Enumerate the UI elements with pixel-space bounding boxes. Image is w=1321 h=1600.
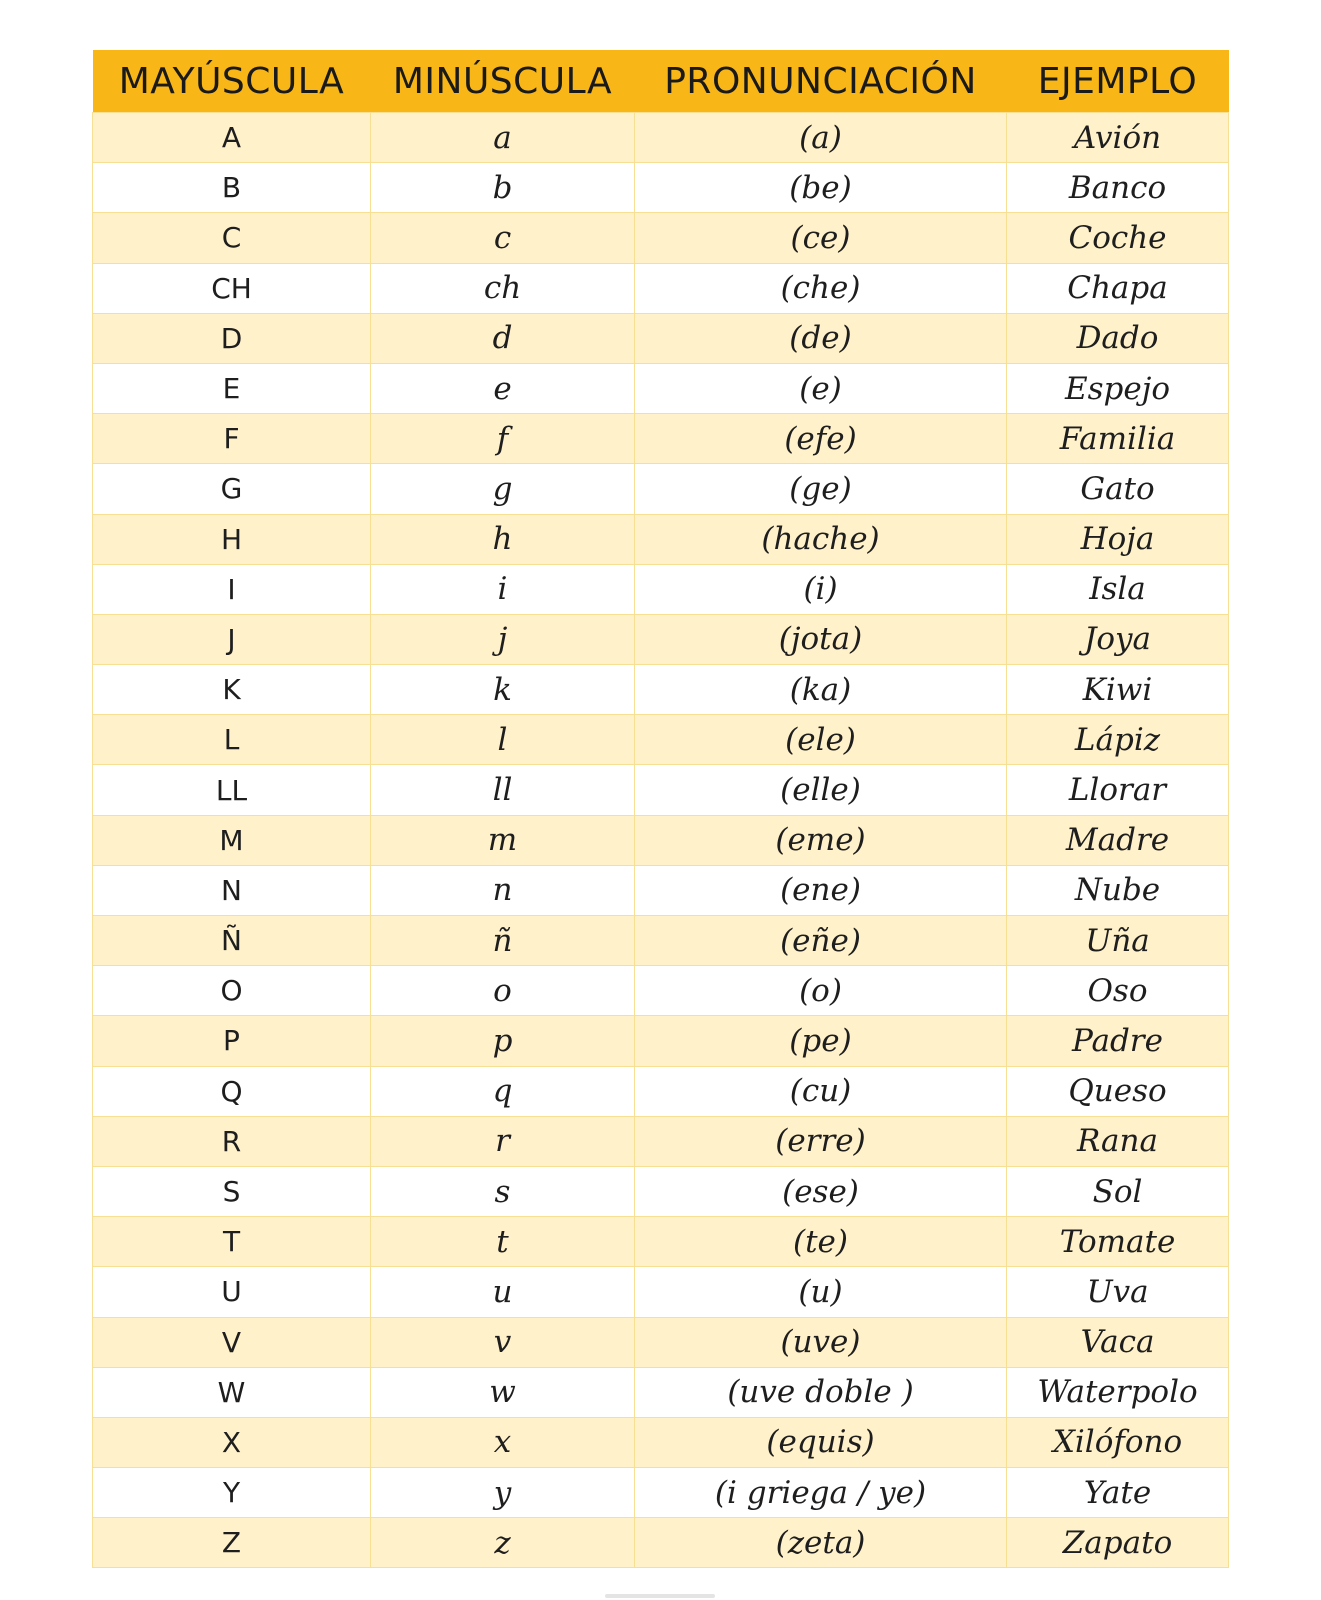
lowercase-cell: m [371,815,635,865]
pronunciation-cell: (pe) [635,1016,1007,1066]
pronunciation-cell: (eme) [635,815,1007,865]
lowercase-cell: z [371,1518,635,1568]
pronunciation-cell: (efe) [635,414,1007,464]
table-row [93,464,1229,514]
example-cell: Llorar [1007,765,1229,815]
table-row [93,113,1229,163]
example-cell: Familia [1007,414,1229,464]
lowercase-cell: n [371,865,635,915]
uppercase-cell: J [93,614,371,664]
example-cell: Zapato [1007,1518,1229,1568]
example-cell: Vaca [1007,1317,1229,1367]
pronunciation-cell: (o) [635,966,1007,1016]
example-cell: Espejo [1007,363,1229,413]
pronunciation-cell: (cu) [635,1066,1007,1116]
table-row [93,1016,1229,1066]
pronunciation-cell: (zeta) [635,1518,1007,1568]
pronunciation-cell: (be) [635,163,1007,213]
pronunciation-cell: (elle) [635,765,1007,815]
uppercase-cell: R [93,1116,371,1166]
table-row [93,1367,1229,1417]
pronunciation-cell: (e) [635,363,1007,413]
lowercase-cell: k [371,665,635,715]
lowercase-cell: s [371,1166,635,1216]
lowercase-cell: ñ [371,916,635,966]
example-cell: Avión [1007,113,1229,163]
example-cell: Coche [1007,213,1229,263]
table-row [93,313,1229,363]
table-row [93,1518,1229,1568]
table-row [93,514,1229,564]
table-row [93,765,1229,815]
table-row [93,263,1229,313]
header-uppercase: MAYÚSCULA [93,50,371,113]
pronunciation-cell: (ele) [635,715,1007,765]
example-cell: Nube [1007,865,1229,915]
pronunciation-cell: (ce) [635,213,1007,263]
lowercase-cell: j [371,614,635,664]
pronunciation-cell: (uve doble ) [635,1367,1007,1417]
table-row [93,1417,1229,1467]
example-cell: Dado [1007,313,1229,363]
pronunciation-cell: (ge) [635,464,1007,514]
lowercase-cell: p [371,1016,635,1066]
example-cell: Yate [1007,1468,1229,1518]
example-cell: Gato [1007,464,1229,514]
example-cell: Joya [1007,614,1229,664]
lowercase-cell: t [371,1217,635,1267]
lowercase-cell: ll [371,765,635,815]
example-cell: Queso [1007,1066,1229,1116]
lowercase-cell: y [371,1468,635,1518]
example-cell: Tomate [1007,1217,1229,1267]
table-row [93,1267,1229,1317]
lowercase-cell: d [371,313,635,363]
lowercase-cell: e [371,363,635,413]
uppercase-cell: C [93,213,371,263]
pronunciation-cell: (hache) [635,514,1007,564]
scroll-indicator[interactable] [605,1594,715,1598]
uppercase-cell: H [93,514,371,564]
lowercase-cell: b [371,163,635,213]
example-cell: Chapa [1007,263,1229,313]
pronunciation-cell: (te) [635,1217,1007,1267]
table-row [93,865,1229,915]
uppercase-cell: B [93,163,371,213]
uppercase-cell: M [93,815,371,865]
example-cell: Isla [1007,564,1229,614]
table-row [93,1217,1229,1267]
header-row [93,50,1229,113]
lowercase-cell: f [371,414,635,464]
uppercase-cell: I [93,564,371,614]
table-row [93,614,1229,664]
uppercase-cell: T [93,1217,371,1267]
uppercase-cell: O [93,966,371,1016]
pronunciation-cell: (ese) [635,1166,1007,1216]
pronunciation-cell: (erre) [635,1116,1007,1166]
lowercase-cell: a [371,113,635,163]
uppercase-cell: U [93,1267,371,1317]
lowercase-cell: l [371,715,635,765]
table-header [93,50,1229,113]
table-row [93,1116,1229,1166]
uppercase-cell: A [93,113,371,163]
pronunciation-cell: (jota) [635,614,1007,664]
lowercase-cell: h [371,514,635,564]
example-cell: Uña [1007,916,1229,966]
uppercase-cell: N [93,865,371,915]
table-row [93,1468,1229,1518]
lowercase-cell: x [371,1417,635,1467]
lowercase-cell: u [371,1267,635,1317]
header-pronunciation: PRONUNCIACIÓN [635,50,1007,113]
lowercase-cell: g [371,464,635,514]
uppercase-cell: D [93,313,371,363]
uppercase-cell: LL [93,765,371,815]
uppercase-cell: X [93,1417,371,1467]
lowercase-cell: w [371,1367,635,1417]
table-row [93,414,1229,464]
uppercase-cell: W [93,1367,371,1417]
example-cell: Rana [1007,1116,1229,1166]
example-cell: Oso [1007,966,1229,1016]
pronunciation-cell: (ka) [635,665,1007,715]
uppercase-cell: G [93,464,371,514]
example-cell: Uva [1007,1267,1229,1317]
table-row [93,163,1229,213]
example-cell: Lápiz [1007,715,1229,765]
example-cell: Sol [1007,1166,1229,1216]
table-row [93,966,1229,1016]
table-row [93,363,1229,413]
table-row [93,665,1229,715]
lowercase-cell: q [371,1066,635,1116]
example-cell: Madre [1007,815,1229,865]
pronunciation-cell: (uve) [635,1317,1007,1367]
pronunciation-cell: (equis) [635,1417,1007,1467]
lowercase-cell: v [371,1317,635,1367]
example-cell: Kiwi [1007,665,1229,715]
example-cell: Xilófono [1007,1417,1229,1467]
uppercase-cell: L [93,715,371,765]
header-lowercase: MINÚSCULA [371,50,635,113]
uppercase-cell: E [93,363,371,413]
uppercase-cell: S [93,1166,371,1216]
table-row [93,1317,1229,1367]
table-row [93,815,1229,865]
example-cell: Banco [1007,163,1229,213]
uppercase-cell: P [93,1016,371,1066]
example-cell: Padre [1007,1016,1229,1066]
lowercase-cell: o [371,966,635,1016]
table-row [93,916,1229,966]
uppercase-cell: Z [93,1518,371,1568]
pronunciation-cell: (i griega / ye) [635,1468,1007,1518]
uppercase-cell: CH [93,263,371,313]
pronunciation-cell: (a) [635,113,1007,163]
pronunciation-cell: (eñe) [635,916,1007,966]
table-row [93,1166,1229,1216]
uppercase-cell: Y [93,1468,371,1518]
lowercase-cell: c [371,213,635,263]
pronunciation-cell: (ene) [635,865,1007,915]
table-row [93,1066,1229,1116]
uppercase-cell: V [93,1317,371,1367]
pronunciation-cell: (u) [635,1267,1007,1317]
table-row [93,715,1229,765]
header-example: EJEMPLO [1007,50,1229,113]
lowercase-cell: i [371,564,635,614]
pronunciation-cell: (che) [635,263,1007,313]
table-row [93,564,1229,614]
table-row [93,213,1229,263]
example-cell: Hoja [1007,514,1229,564]
lowercase-cell: r [371,1116,635,1166]
uppercase-cell: K [93,665,371,715]
uppercase-cell: F [93,414,371,464]
table-body [93,113,1229,1568]
pronunciation-cell: (de) [635,313,1007,363]
lowercase-cell: ch [371,263,635,313]
alphabet-table [92,50,1229,1568]
uppercase-cell: Ñ [93,916,371,966]
uppercase-cell: Q [93,1066,371,1116]
example-cell: Waterpolo [1007,1367,1229,1417]
pronunciation-cell: (i) [635,564,1007,614]
